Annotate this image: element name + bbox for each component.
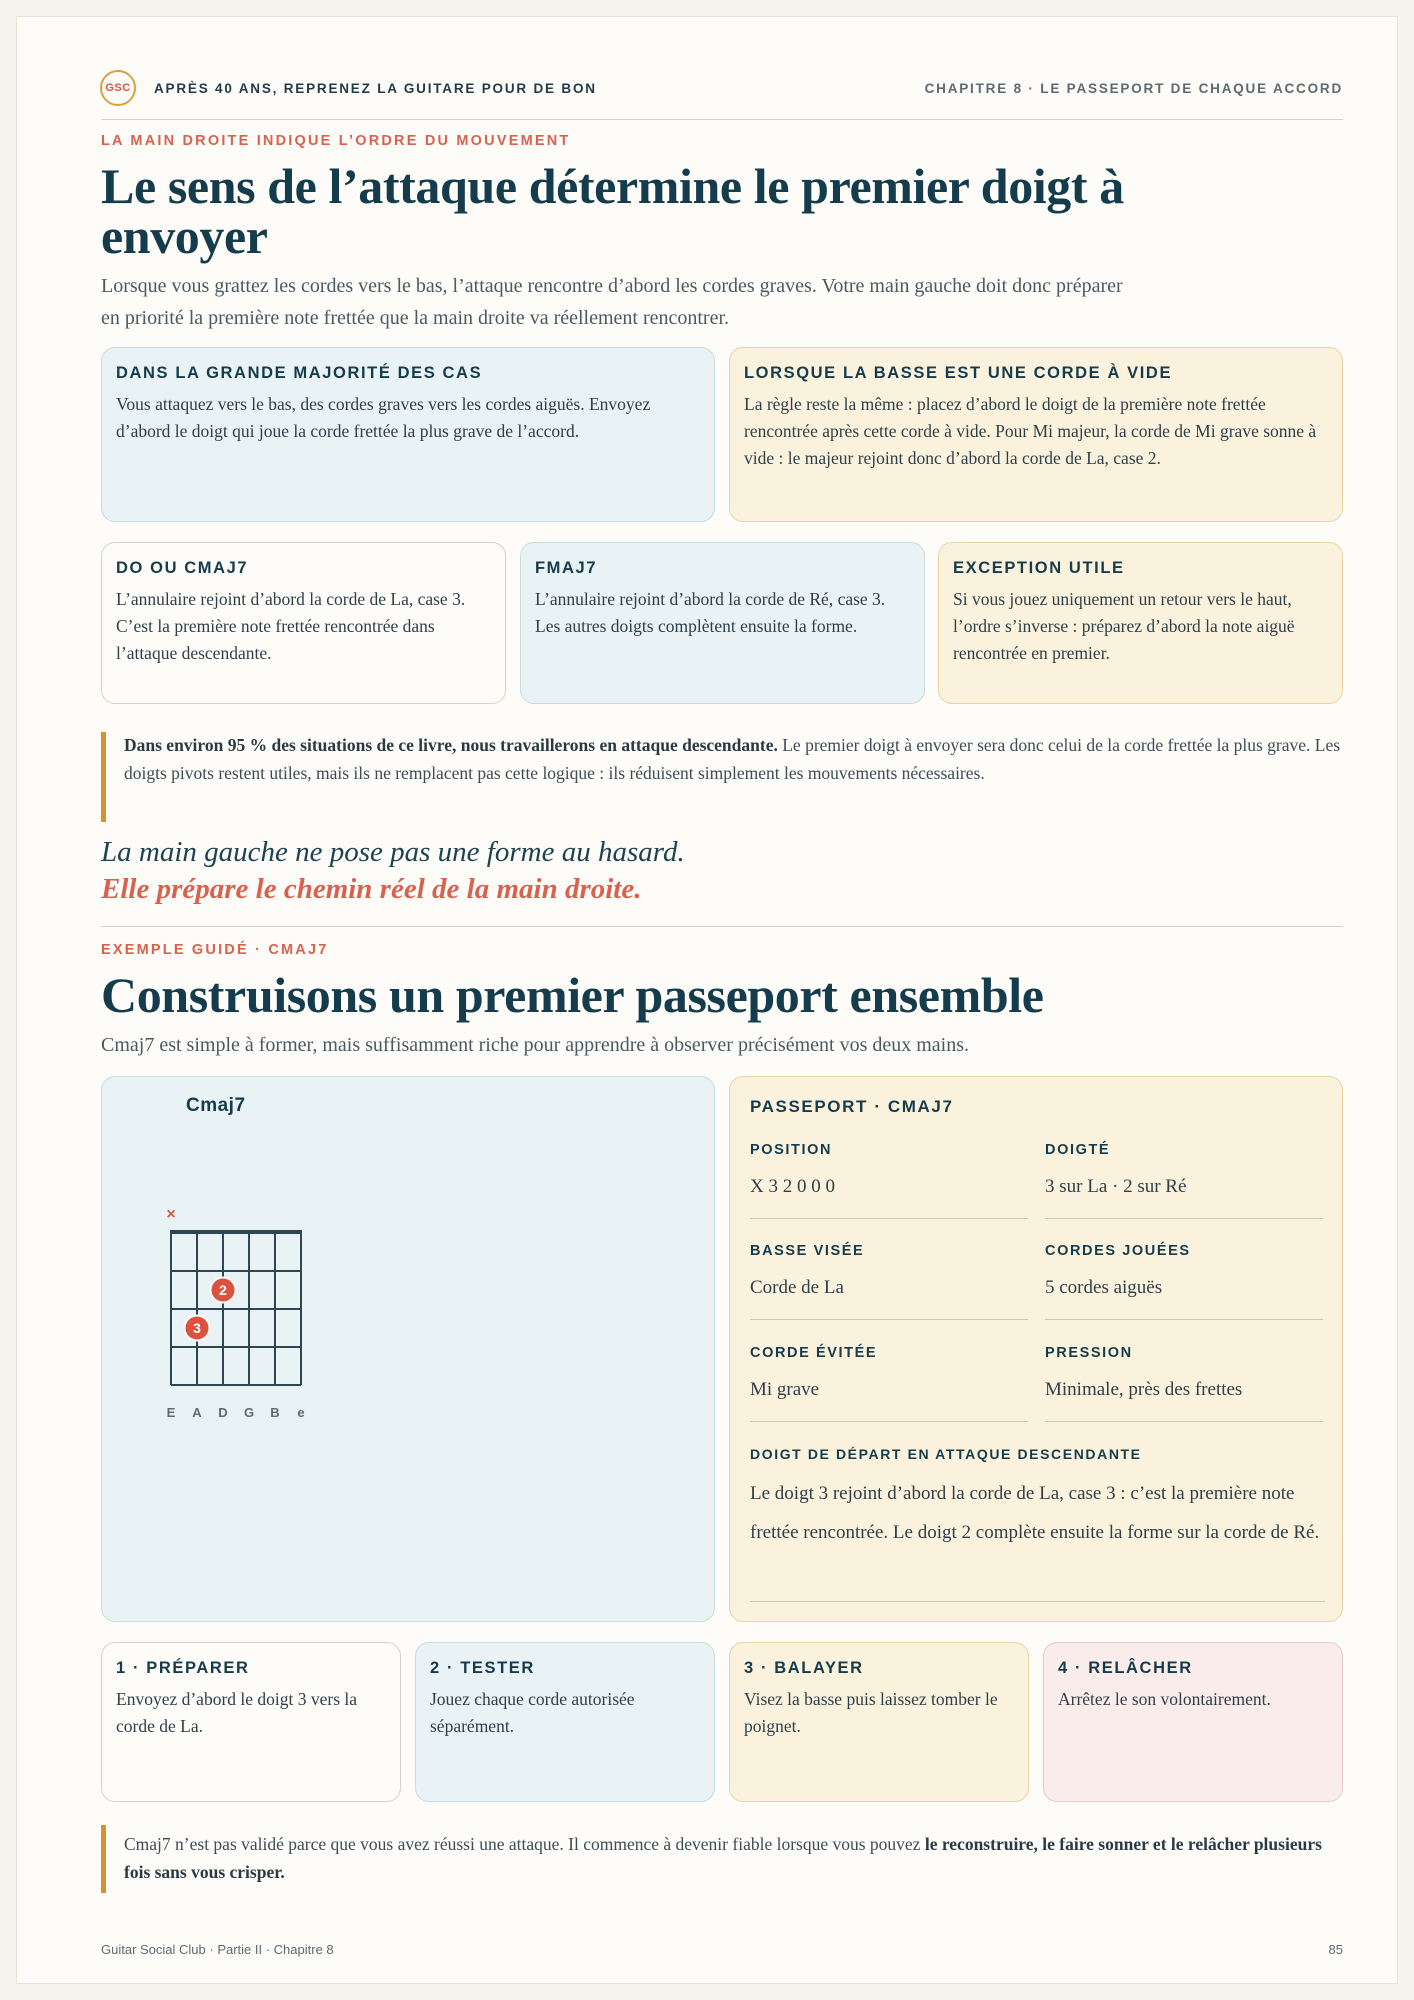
field-label-pressure: PRESSION (1045, 1345, 1133, 1361)
book-title: APRÈS 40 ANS, REPRENEZ LA GUITARE POUR DE BON (154, 81, 597, 96)
footer-left: Guitar Social Club · Partie II · Chapitre 8 (101, 1942, 334, 1957)
section2-kicker: EXEMPLE GUIDÉ · CMAJ7 (101, 942, 329, 958)
section2-callout (101, 1825, 1341, 1893)
step-body: Envoyez d’abord le doigt 3 vers la corde de La. (116, 1689, 358, 1736)
section2-lead: Cmaj7 est simple à former, mais suffisamment riche pour apprendre à observer précisément vos deux mains. (101, 1034, 970, 1056)
step-release (1043, 1642, 1343, 1802)
field-divider (750, 1601, 1325, 1602)
string-name-label: e (297, 1405, 305, 1420)
section-divider (101, 926, 1343, 927)
chapter-label: CHAPITRE 8 · LE PASSEPORT DE CHAQUE ACCORD (924, 81, 1343, 96)
string-name-label: E (166, 1405, 176, 1420)
string-name-label: B (270, 1405, 280, 1420)
field-label-target-bass: BASSE VISÉE (750, 1243, 865, 1259)
field-divider (1045, 1421, 1323, 1422)
section1-lead (101, 270, 1351, 334)
card-do-cmaj7 (101, 542, 506, 704)
chord-diagram (122, 1122, 322, 1420)
section1-title-line2: envoyer (101, 208, 268, 264)
step-title: 3 · BALAYER (744, 1659, 864, 1677)
step-body: Visez la basse puis laissez tomber le poignet. (744, 1689, 998, 1736)
section1-lead-line2: en priorité la première note frettée que la main droite va réellement rencontrer. (101, 307, 730, 329)
step-body: Arrêtez le son volontairement. (1058, 1689, 1271, 1709)
step-test (415, 1642, 715, 1802)
string-name-label: G (243, 1405, 255, 1420)
field-value-position: X 3 2 0 0 0 (750, 1176, 835, 1197)
step-sweep (729, 1642, 1029, 1802)
string-name-label: A (192, 1405, 202, 1420)
card-body: L’annulaire rejoint d’abord la corde de Ré, case 3. Les autres doigts complètent ensuite la forme. (535, 589, 886, 636)
page-number: 85 (1328, 1942, 1343, 1957)
step-prepare (101, 1642, 401, 1802)
start-finger-text: Le doigt 3 rejoint d’abord la corde de La, case 3 : c’est la première note frettée rencontrée. Le doigt 2 complète ensuite la forme sur la corde de Ré. (750, 1483, 1320, 1543)
chord-name: Cmaj7 (186, 1095, 246, 1116)
start-finger-label: DOIGT DE DÉPART EN ATTAQUE DESCENDANTE (750, 1446, 1142, 1462)
section1-callout (101, 732, 1341, 822)
section1-title (101, 158, 1351, 264)
callout-bold: Dans environ 95 % des situations de ce livre, nous travaillerons en attaque descendante. (124, 735, 778, 755)
card-body: Si vous jouez uniquement un retour vers le haut, l’ordre s’inverse : préparez d’abord la note aiguë rencontrée en premier. (953, 589, 1295, 663)
card-exception (938, 542, 1343, 704)
card-title: LORSQUE LA BASSE EST UNE CORDE À VIDE (744, 364, 1173, 382)
quote-line1: La main gauche ne pose pas une forme au hasard. (101, 836, 685, 868)
card-open-bass (729, 347, 1343, 522)
field-value-avoided-string: Mi grave (750, 1379, 820, 1400)
quote-line2: Elle prépare le chemin réel de la main droite. (101, 873, 642, 905)
field-value-pressure: Minimale, près des frettes (1045, 1379, 1243, 1400)
callout-text: Cmaj7 n’est pas validé parce que vous avez réussi une attaque. Il commence à devenir fiable lorsque vous pouvez (124, 1834, 925, 1854)
card-majority-cases (101, 347, 715, 522)
field-value-strings-played: 5 cordes aiguës (1045, 1277, 1163, 1298)
step-body: Jouez chaque corde autorisée séparément. (430, 1689, 635, 1736)
card-title: DANS LA GRANDE MAJORITÉ DES CAS (116, 364, 483, 382)
callout-bold: le reconstruire, le faire sonner et le relâcher plusieurs fois sans vous crisper. (124, 1834, 1322, 1882)
field-divider (1045, 1218, 1323, 1219)
field-label-fingering: DOIGTÉ (1045, 1142, 1111, 1158)
section1-lead-line1: Lorsque vous grattez les cordes vers le bas, l’attaque rencontre d’abord les cordes graves. Votre main gauche doit donc préparer (101, 275, 1123, 297)
step-title: 2 · TESTER (430, 1659, 535, 1677)
finger-number: 3 (193, 1320, 201, 1336)
field-divider (750, 1421, 1028, 1422)
field-divider (750, 1218, 1028, 1219)
callout-text: Le premier doigt à envoyer sera donc celui de la corde frettée la plus grave. Les doigts pivots restent utiles, mais ils ne remplacent pas cette logique : ils réduisent simplement les mouvements nécessaires. (124, 735, 1341, 783)
finger-number: 2 (219, 1282, 227, 1298)
chord-diagram-panel (101, 1076, 715, 1622)
field-value-fingering: 3 sur La · 2 sur Ré (1045, 1176, 1187, 1197)
header-divider (101, 119, 1343, 120)
card-title: DO OU CMAJ7 (116, 559, 249, 577)
passport-title: PASSEPORT · CMAJ7 (750, 1097, 954, 1116)
field-label-position: POSITION (750, 1142, 833, 1158)
field-label-strings-played: CORDES JOUÉES (1045, 1243, 1191, 1259)
field-value-target-bass: Corde de La (750, 1277, 844, 1298)
field-divider (750, 1319, 1028, 1320)
step-title: 4 · RELÂCHER (1058, 1659, 1193, 1677)
section1-title-line1: Le sens de l’attaque détermine le premier doigt à (101, 158, 1124, 214)
card-fmaj7 (520, 542, 925, 704)
step-title: 1 · PRÉPARER (116, 1659, 250, 1677)
card-title: EXCEPTION UTILE (953, 559, 1125, 577)
field-divider (1045, 1319, 1323, 1320)
section1-kicker: LA MAIN DROITE INDIQUE L’ORDRE DU MOUVEMENT (101, 133, 571, 149)
field-label-avoided-string: CORDE ÉVITÉE (750, 1345, 878, 1361)
card-title: FMAJ7 (535, 559, 598, 577)
card-body: La règle reste la même : placez d’abord le doigt de la première note frettée rencontrée après cette corde à vide. Pour Mi majeur, la corde de Mi grave sonne à vide : le majeur rejoint donc d’abord la corde de La, case 2. (744, 394, 1317, 468)
muted-string-marker: × (166, 1206, 176, 1223)
chord-nut (170, 1230, 302, 1234)
card-body: Vous attaquez vers le bas, des cordes graves vers les cordes aiguës. Envoyez d’abord le doigt qui joue la corde frettée la plus grave de l’accord. (116, 394, 651, 441)
card-body: L’annulaire rejoint d’abord la corde de La, case 3. C’est la première note frettée rencontrée dans l’attaque descendante. (116, 589, 466, 663)
string-name-label: D (218, 1405, 228, 1420)
passport-panel (729, 1076, 1343, 1622)
gsc-logo: GSC (100, 70, 136, 106)
section2-title: Construisons un premier passeport ensemble (101, 967, 1044, 1023)
